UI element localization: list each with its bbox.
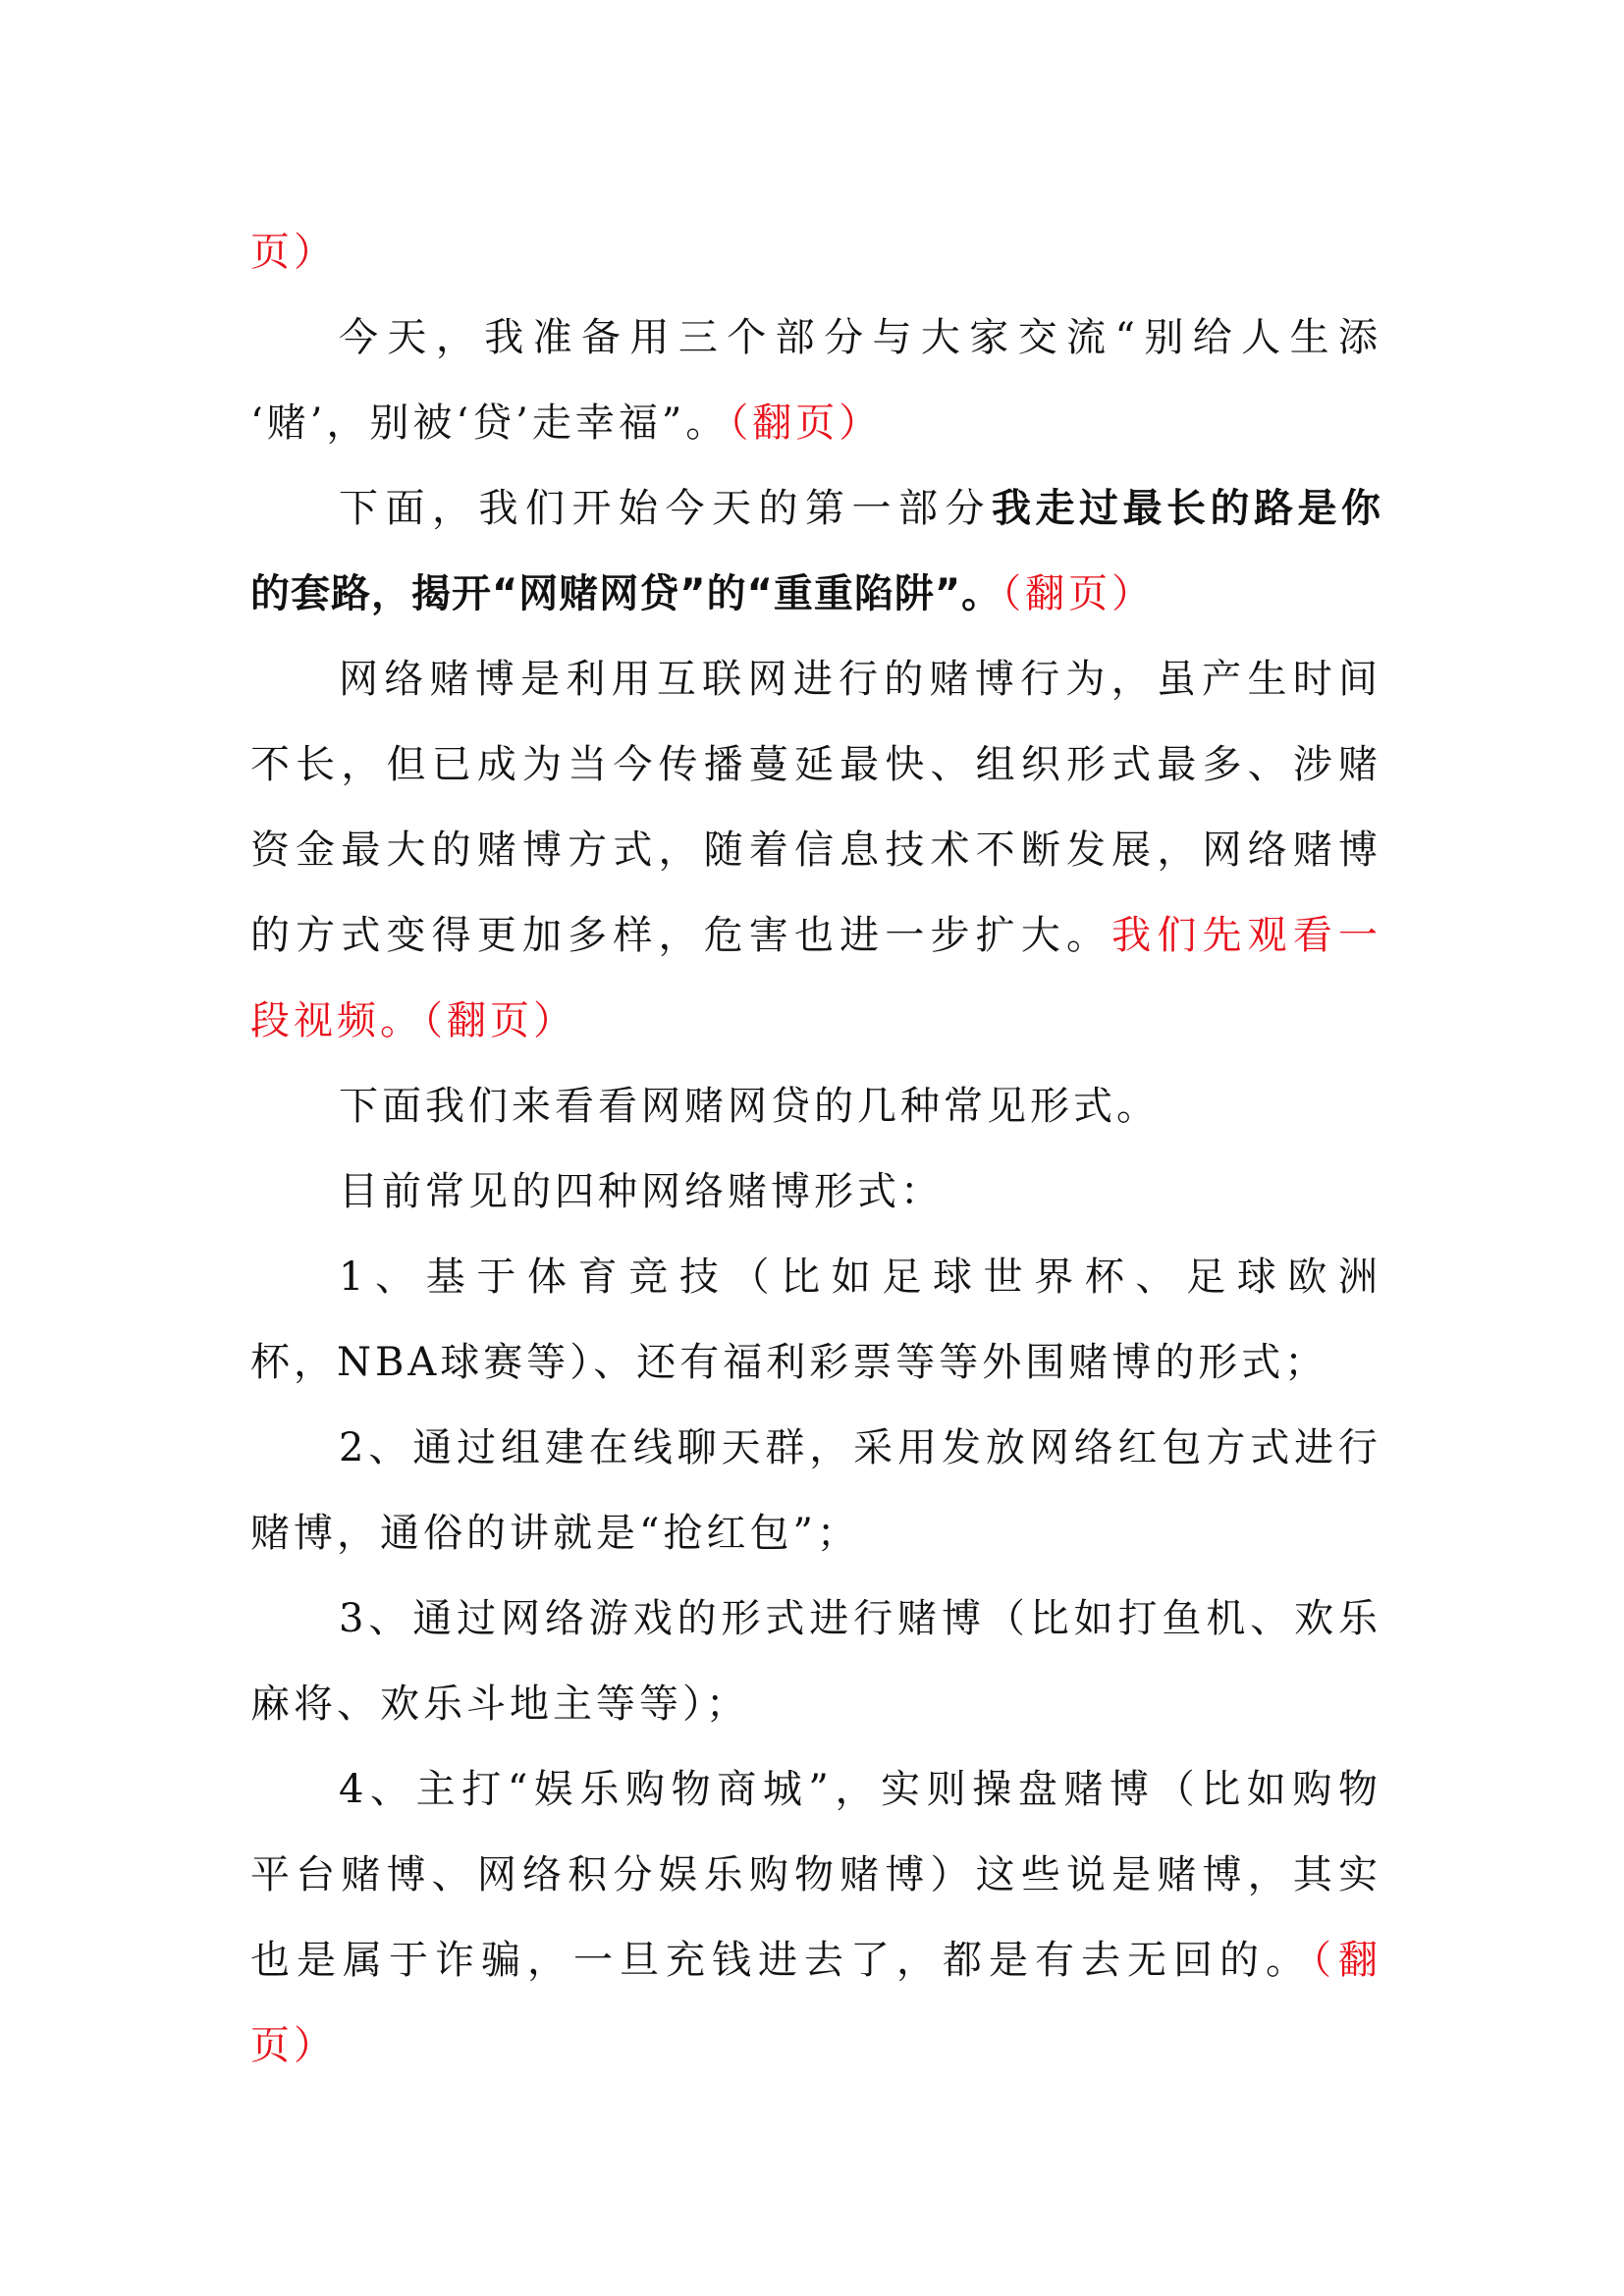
text-line: [250, 1747, 1381, 1833]
red-annotation-text: 我们先观看一: [1111, 913, 1382, 958]
text-line: [250, 1064, 1381, 1149]
body-text: 平台赌博、网络积分娱乐购物赌博）这些说是赌博，其实: [250, 1852, 1381, 1897]
bold-heading-text: 我走过最长的路是你: [992, 486, 1381, 531]
red-annotation-text: 段视频。（翻页）: [250, 998, 576, 1043]
body-text: 1、基于体育竞技（比如足球世界杯、足球欧洲: [339, 1255, 1381, 1300]
text-line: [250, 552, 1381, 637]
bold-heading-text: 的套路，揭开“网赌网贷”的“重重陷阱”。: [250, 571, 1002, 616]
body-text: 资金最大的赌博方式，随着信息技术不断发展，网络赌博: [250, 828, 1381, 873]
text-line: [250, 1320, 1381, 1406]
red-annotation-text: （翻页）: [1001, 571, 1156, 616]
text-line: [250, 1576, 1381, 1662]
text-line: [250, 808, 1381, 893]
text-line: [250, 893, 1381, 979]
text-line: [250, 1662, 1381, 1747]
text-line: [250, 979, 1381, 1064]
body-text: 2、通过组建在线聊天群，采用发放网络红包方式进行: [339, 1425, 1381, 1470]
text-line: [250, 2003, 1381, 2089]
body-text: ‘赌’，别被‘贷’走幸福”。: [250, 400, 730, 446]
red-annotation-text: （翻页）: [729, 400, 883, 446]
text-line: [250, 1235, 1381, 1320]
body-text: 的方式变得更加多样，危害也进一步扩大。: [250, 913, 1112, 958]
red-annotation-text: 页）: [250, 230, 337, 275]
text-line: [250, 466, 1381, 552]
text-line: [250, 381, 1381, 466]
body-text: 3、通过网络游戏的形式进行赌博（比如打鱼机、欢乐: [339, 1596, 1381, 1641]
text-line: [250, 1918, 1381, 2003]
text-line: [250, 295, 1381, 381]
body-text: 不长，但已成为当今传播蔓延最快、组织形式最多、涉赌: [250, 742, 1381, 787]
document-body: [250, 210, 1381, 2089]
text-line: [250, 637, 1381, 722]
body-text: 目前常见的四种网络赌博形式：: [339, 1169, 944, 1214]
body-text: 杯，NBA球赛等）、还有福利彩票等等外围赌博的形式；: [250, 1340, 1328, 1385]
body-text: 下面，我们开始今天的第一部分: [339, 486, 992, 531]
text-line: [250, 1149, 1381, 1235]
red-annotation-text: 页）: [250, 2023, 337, 2068]
body-text: 网络赌博是利用互联网进行的赌博行为，虽产生时间: [339, 657, 1381, 702]
body-text: 下面我们来看看网赌网贷的几种常见形式。: [339, 1084, 1160, 1129]
text-line: [250, 1406, 1381, 1491]
text-line: [250, 1833, 1381, 1918]
body-text: 今天，我准备用三个部分与大家交流“别给人生添: [339, 315, 1381, 360]
body-text: 也是属于诈骗，一旦充钱进去了，都是有去无回的。: [250, 1938, 1312, 1983]
text-line: [250, 210, 1381, 295]
text-line: [250, 722, 1381, 808]
text-line: [250, 1491, 1381, 1576]
body-text: 赌博，通俗的讲就是“抢红包”；: [250, 1511, 860, 1556]
body-text: 麻将、欢乐斗地主等等）；: [250, 1682, 749, 1727]
red-annotation-text: （翻: [1312, 1938, 1381, 1983]
body-text: 4、主打“娱乐购物商城”，实则操盘赌博（比如购物: [339, 1767, 1381, 1812]
